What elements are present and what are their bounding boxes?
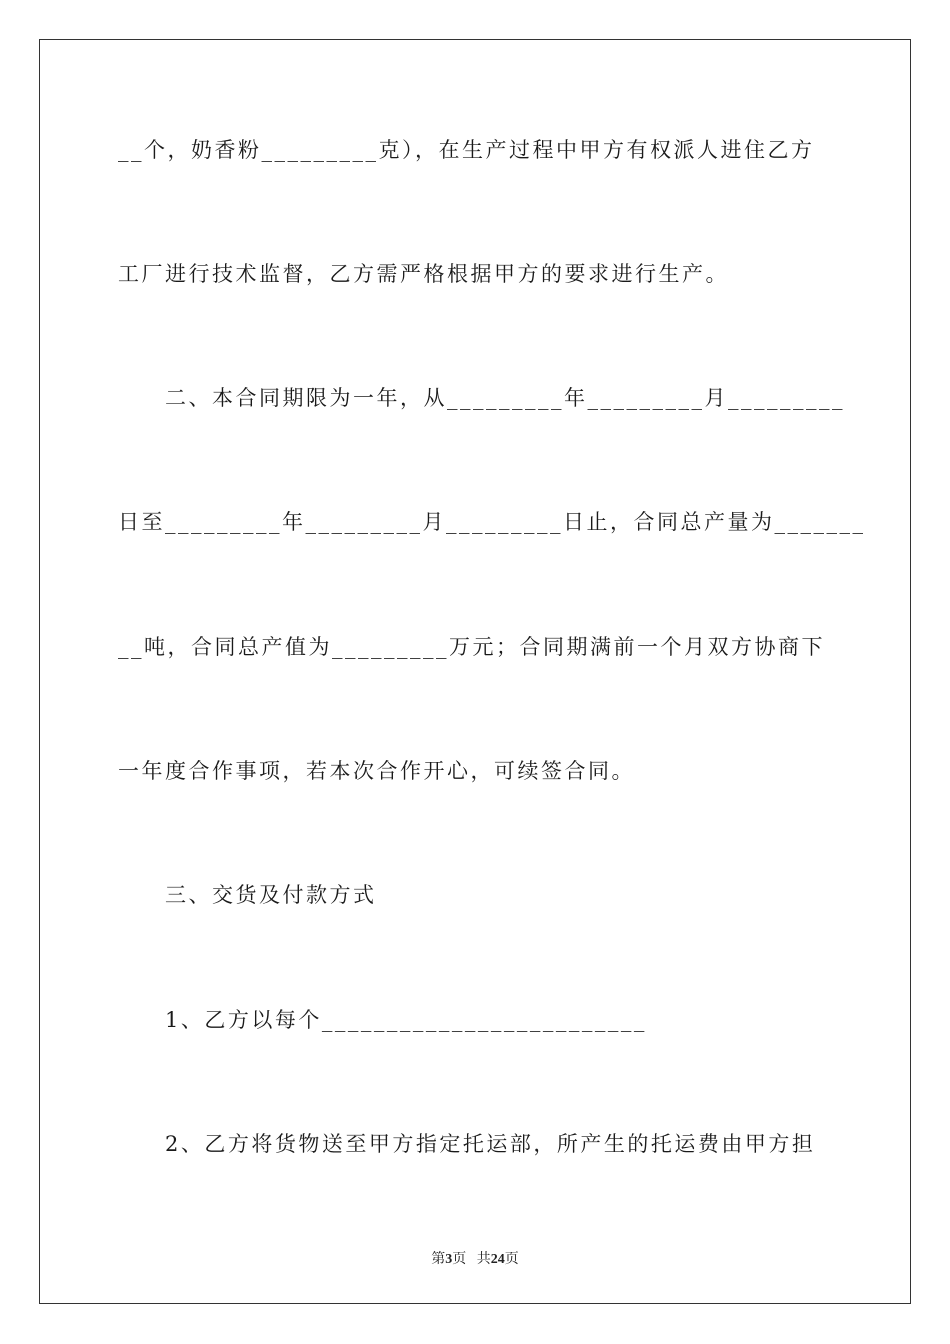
text-line-4: 日至_________年_________月_________日止，合同总产量为_______ — [118, 510, 866, 534]
text-line-5: __吨，合同总产值为_________万元；合同期满前一个月双方协商下 — [118, 635, 825, 659]
footer-total-prefix: 共 — [476, 1252, 491, 1267]
footer-total-pages: 24 — [490, 1252, 505, 1267]
page-border — [39, 39, 911, 1304]
page-footer — [0, 1248, 950, 1268]
footer-total-suffix: 页 — [504, 1252, 519, 1267]
text-line-2: 工厂进行技术监督，乙方需严格根据甲方的要求进行生产。 — [118, 262, 729, 286]
text-line-3: 二、本合同期限为一年，从_________年_________月_________ — [118, 386, 845, 410]
footer-page-number: 3 — [445, 1252, 453, 1267]
text-line-item-2: 2、乙方将货物送至甲方指定托运部，所产生的托运费由甲方担 — [118, 1132, 816, 1156]
section-heading-3: 三、交货及付款方式 — [118, 883, 377, 907]
footer-page-prefix: 第 — [431, 1252, 446, 1267]
text-line-item-1: 1、乙方以每个_________________________ — [118, 1008, 647, 1032]
text-line-1: __个，奶香粉_________克），在生产过程中甲方有权派人进住乙方 — [118, 138, 815, 162]
text-line-6: 一年度合作事项，若本次合作开心，可续签合同。 — [118, 759, 635, 783]
footer-page-suffix: 页 — [452, 1252, 467, 1267]
